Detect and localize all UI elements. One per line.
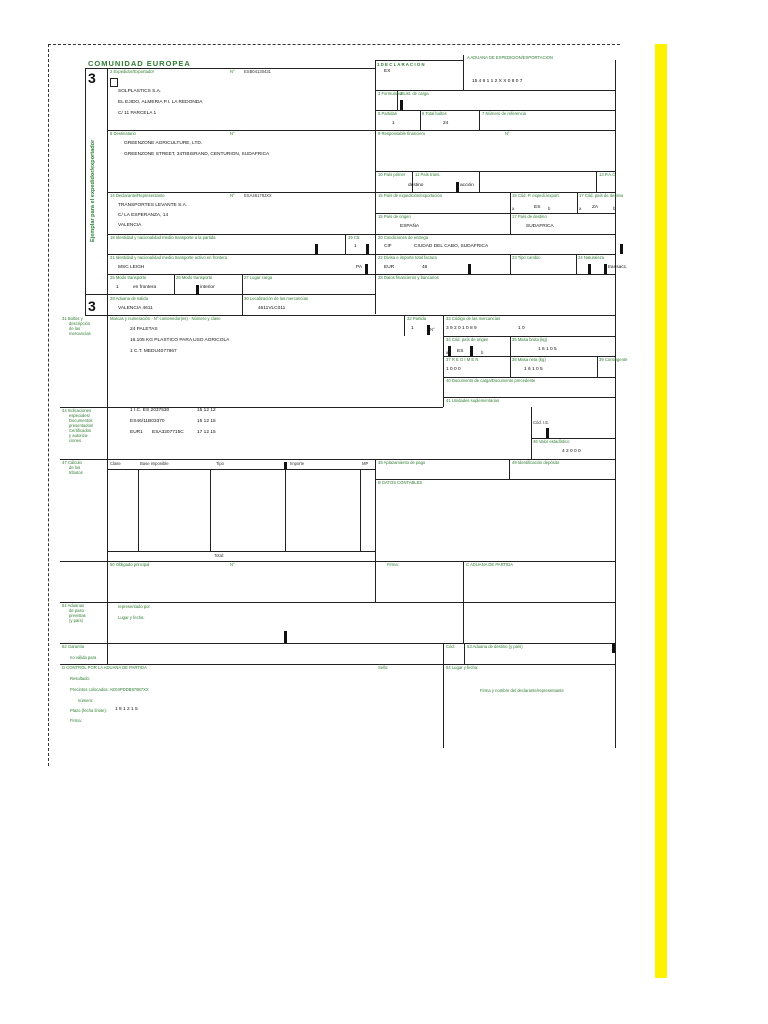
box44-label-d: presentados/ [69,423,94,428]
box8-n-label: N° [230,131,235,136]
box5-value: 1 [392,121,395,126]
tick-mark [612,643,615,653]
box14-label: 14 Declarante/Representante [110,193,165,198]
copy-vertical-label: Ejemplar para el expedidor/exportador [90,139,96,242]
checkbox[interactable] [110,78,118,87]
box53-label: 53 Aduana de destino (y país) [467,644,523,649]
box32-n-label: N° [430,327,435,332]
box-d-firma: Firma: [70,718,82,723]
box15a-a-value: ES [534,205,541,210]
box-d-precintos: Precintos colocados: AE04PDDB87987XX [70,687,149,692]
sep-52-53 [443,643,444,664]
sep-6-7 [479,110,480,130]
tax-col-clase: Clase [110,461,121,466]
box31-line2: 16.105 KG PLASTICO PARA USO AGRICOLA [130,338,230,343]
box20-label: 20 Condiciones de entrega [378,235,429,240]
box31-label-d: mercancías [69,331,91,336]
row-29 [85,294,375,295]
box25-sub: en frontera [133,285,157,290]
box-d-numero: número: [78,698,94,703]
tick-mark [366,244,369,254]
box44-label-g: ciones [69,438,82,443]
box51-rep-label: representado por [118,604,150,609]
box34-a: a [446,350,449,355]
box26-label: 26 Modo transporte [176,275,213,280]
box31-header: Marcas y numeración - N° contenedor(es) - Número y clase [110,316,221,321]
box11-label: 11 País trans. [415,172,441,177]
sep-5-6 [420,110,421,130]
box40-label: 40 Documento de carga/Documento precedente [446,378,536,383]
box51-label-d: (y país) [69,618,83,623]
box33-code: 3 9 2 0 1 0 8 9 [446,326,477,331]
tax-col-tipo: Tipo [216,461,224,466]
box38-value: 1 6 1 0 5 [524,367,543,372]
tick-mark [284,462,287,469]
box-d-resultado: Resultado: [70,676,91,681]
box33-label: 33 Código de las mercancías [446,316,501,321]
box15-origin-label: 15 País de origen [378,214,411,219]
copy-number-2: 3 [88,298,96,314]
row-52 [60,643,615,644]
box29-value: VALENCIA 4611 [118,306,153,311]
tax-col-importe: Importe [290,461,305,466]
box6-label: 6 Total bultos [422,111,447,116]
box47-label-c: tributos [69,470,83,475]
sep-31-32 [404,315,405,336]
declaracion-label: 1 D E C L A R A C I O N [377,62,425,67]
box31-line3: 1 C.T. MEDU4077867 [130,349,177,354]
box26-value: interior [200,285,215,290]
box44-label-f: y autoriza- [69,433,89,438]
box11-value: acción [460,183,474,188]
border-main-left [107,316,108,664]
sep-13 [596,171,597,192]
form-top-perforation [48,44,620,45]
box39-label: 39 Contingente [599,357,628,362]
box-d-sello-label: Sello: [378,665,389,670]
aduana-value: 15 4 6 1 1 2 X X 0 8 0 7 [472,79,523,84]
box51-label-b: de paso [69,608,84,613]
box17a-label: 17 Cód. país de destino [579,193,624,198]
border-right [615,60,616,748]
box31-line1: 24 PALETAS [130,327,158,332]
box44-label-b: especiales/ [69,413,90,418]
row-16 [375,213,615,214]
box31-label-c: de las [69,326,81,331]
sep-25-26 [174,274,175,294]
tax-col-3 [285,469,286,551]
border-box54-left [443,664,444,748]
tick-mark [588,264,591,274]
border-middle [375,60,376,314]
box25-label: 25 Modo transporte [110,275,147,280]
tick-mark [365,264,368,274]
box30-label: 30 Localización de las mercancías [244,296,309,301]
box38-label: 38 Masa neta (kg) [512,357,546,362]
row-44 [60,407,443,408]
border-left-copy [85,68,86,315]
sep-47-48 [375,459,376,602]
box-d-label: D CONTROL POR LA ADUANA DE PARTIDA [62,665,147,670]
box28-label: 28 Datos financieros y bancarios [378,275,439,280]
declaracion-value: EX [384,69,391,74]
box47-label-b: de los [69,465,81,470]
box14-n-label: N° [230,193,235,198]
box22-currency: EUR [384,265,395,270]
box4-label: 4 List. de carga [400,91,429,96]
sep-26-27 [242,274,243,315]
box17a-a: a [579,206,582,211]
tick-mark [400,100,403,110]
box30-value: 4611VLC011 [258,306,286,311]
sep-32-33 [443,315,444,407]
box52-cod-label: Cód. [446,644,455,649]
box17-label: 17 País de destino [512,214,547,219]
box44-row3a: EUR1 [130,430,143,435]
tax-col-1 [138,469,139,551]
box34-b: b [481,350,484,355]
box35-label: 35 Masa bruta (kg) [512,337,548,342]
box2-n-label: N° [230,69,235,74]
sep-15-17 [510,192,511,234]
box8-line2: GREENZONE STREET, 34TIBISRAND, CENTURION, SUDAFRICA [124,152,270,157]
sep-23-24 [576,254,577,274]
box2-line2: EL EJIDO, ALMERIA P.I. LA REDONDA [118,100,203,105]
box15a-b: b [548,206,551,211]
box51-label-c: previstas [69,613,86,618]
box20-incoterm: CIF [384,244,392,249]
box22-amount: 46 [422,265,428,270]
sep-18-19 [345,234,346,254]
box21-flag: PA [356,265,363,270]
box46-label: 46 Valor estadístico [533,439,570,444]
box44-row2: ES46/11B03370 [130,419,165,424]
box44-row1-date: 15 12 12 [197,408,216,413]
yellow-side-strip [655,44,667,978]
box34-a-value: ES [457,349,464,354]
tick-mark [470,346,473,356]
box13-label: 13 P.A.C. [599,172,617,177]
tick-mark [468,264,471,274]
box44-label-e: Certificados [69,428,92,433]
box54-label: 54 Lugar y fecha: [446,665,479,670]
copy-number: 3 [88,70,96,86]
box48-label: 48 Aplazamiento de pago [378,460,426,465]
box44-row2-date: 15 12 15 [197,419,216,424]
tax-col-4 [360,469,361,551]
sep-38-39 [597,356,598,377]
box29-label: 29 Aduana de salida [110,296,148,301]
box25-value: 1 [116,285,119,290]
box44-row1: 1 I.C. ES 2037530 [130,408,170,413]
tax-col-base: Base imponible [140,461,169,466]
tick-mark [315,244,318,254]
box21-value: MSC LEIGH [118,265,145,270]
box8-label: 8 Destinatario [110,131,136,136]
box14-n-value: ESA46178JXX [244,193,272,198]
sep-c [463,561,464,643]
box9-label: 9 Responsable financiero [378,131,426,136]
box51-lugar-label: Lugar y fecha: [118,615,145,620]
box9-n-label: N° [505,131,510,136]
form-left-perforation [48,44,49,766]
box18-label: 18 Identidad y nacionalidad medio transporte a la partida [110,235,216,240]
box10-label: 10 País primer [378,172,406,177]
tick-mark [284,631,287,643]
row-top-decl [375,60,463,61]
box41-label: 41 Unidades suplementarias [446,398,500,403]
box17a-a-value: ZA [592,205,599,210]
box15a-a: a [512,206,515,211]
box50-firma-label: Firma: [387,562,399,567]
row-47-header [107,469,375,470]
box8-line1: GREENZONE AGRICULTURE, LTD. [124,141,203,146]
box-c-label: C ADUANA DE PARTIDA [466,562,514,567]
tick-mark [456,182,459,192]
sep-48-49 [509,459,510,479]
box22-label: 22 Divisa e importe total factura [378,255,437,260]
box32-value: 1 [411,326,414,331]
box2-label: 2 Expedidor/Exportador [110,69,154,74]
box33-suffix: 1 0 [518,326,525,331]
box-b-label: B DATOS CONTABLES [378,480,423,485]
tick-mark [604,264,607,274]
tick-mark [546,428,549,438]
aduana-label: A ADUANA DE EXPEDICION/EXPORTACION [467,55,553,60]
box24-value: transacc. [608,265,628,270]
sep-44-right [531,407,532,459]
box44-row3b: ESA3207715C [152,430,184,435]
box27-label: 27 Lugar carga [244,275,273,280]
box50-label: 50 Obligado principal [110,562,150,567]
box14-line2: C/ LA ESPERANZA, 14 [118,213,169,218]
box2-line3: C/ 11 PARCELA 1 [118,111,157,116]
row-8 [107,130,615,131]
box34-label: 34 Cód. país de origen [446,337,489,342]
box49-label: 49 Identificación depósito [512,460,560,465]
box52-valid-label: no válida para [70,655,97,660]
box32-label: 32 Partida [407,316,427,321]
box21-label: 21 Identidad y nacionalidad medio transporte activo en frontera [110,255,228,260]
box47-label-a: 47 Cálculo [62,460,82,465]
tick-mark [448,346,451,356]
box-d-plazo-label: Plazo (fecha límite): [70,708,108,713]
box51-label-a: 51 Aduanas [62,603,85,608]
box46-value: 4 2 0 0 0 [562,449,581,454]
border-aduana-left [463,55,464,90]
box14-line3: VALENCIA [118,223,142,228]
box44-ced-label: Cód. I.E. [533,420,550,425]
tax-total-label: Total: [214,553,225,558]
box54-firma-label: Firma y nombre del declarante/representante [480,688,564,693]
box31-label-b: descripción [69,321,91,326]
box44-row3-date: 17 12 15 [197,430,216,435]
box52-label: 52 Garantía [62,644,85,649]
box15-value: ESPAÑA [400,224,420,229]
box7-label: 7 Número de referencia [482,111,526,116]
box15-label: 15 País de expedición/exportación [378,193,443,198]
box37-label: 37 R E G I M E N [446,357,479,362]
comunidad-title: COMUNIDAD EUROPEA [88,59,191,68]
box19-value: 1 [354,244,357,249]
box35-value: 1 6 1 0 5 [538,347,557,352]
box-d-plazo-value: 1 8 1 2 1 5 [115,707,138,712]
row-51 [60,602,615,603]
sep-22-23 [510,254,511,274]
box24-label: 24 Naturaleza [578,255,605,260]
box3-label: 3 Formularios [378,91,404,96]
box5-label: 5 Partidas [378,111,397,116]
box10-value: destino [408,183,424,188]
sep-cod [464,643,465,664]
box44-label-a: 44 Indicaciones [62,408,92,413]
row-10 [375,171,615,172]
tax-col-mp: MP [362,461,369,466]
box6-value: 24 [443,121,449,126]
box31-label-a: 31 Bultos y [62,316,83,321]
box37-value: 1 0 0 0 [446,367,461,372]
box44-label-c: Documentos [69,418,93,423]
tick-mark [620,244,623,254]
box23-label: 23 Tipo cambio [512,255,541,260]
sep-11-12 [479,171,480,192]
box15a-label: 15 Cód. P. expedi./export. [512,193,560,198]
sep-34-35 [510,336,511,377]
box50-n-label: N° [230,562,235,567]
box14-line1: TRANSPORTES LEVANTE S.A. [118,203,188,208]
box2-n-value: ESB04130431 [244,69,272,74]
box17-value: SUDAFRICA [526,224,554,229]
tick-mark [196,285,199,295]
tax-col-2 [210,469,211,551]
box20-place: CIUDAD DEL CABO, SUDAFRICA [414,244,489,249]
box2-line1: SOLPLASTICS S.A. [118,89,162,94]
box17a-b: b [613,206,616,211]
box19-label: 19 Ctr. [348,235,361,240]
row-47-total [107,551,375,552]
sep-15a-17a [577,192,578,213]
